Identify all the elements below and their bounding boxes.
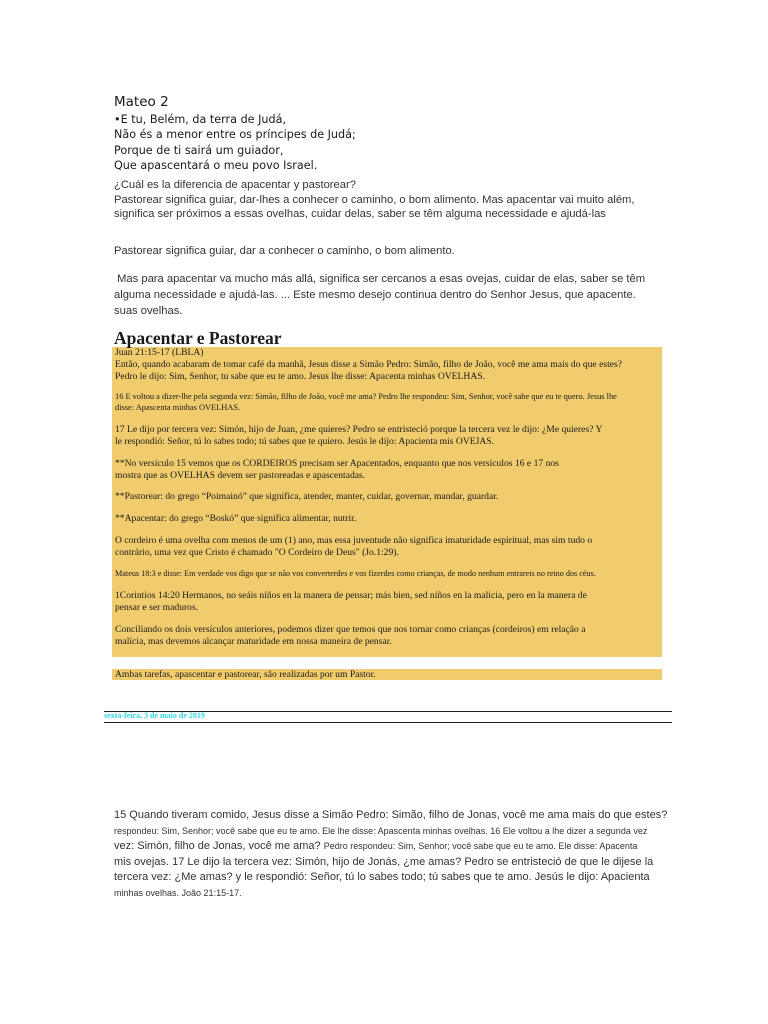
bottom-passage xyxy=(114,808,674,901)
corinthians-verse: pensar e ser maduros. xyxy=(115,602,199,613)
verse-17-line: le respondió: Señor, tú lo sabes todo; tú sabes que te quiero. Jesús le dijo: Apacienta mis OVEJAS. xyxy=(115,436,495,447)
note-cordeiros: mostra que as OVELHAS devem ser pastoreadas e apascentadas. xyxy=(115,470,366,481)
passage-line: respondeu: Sim, Senhor; você sabe que eu te amo. Ele lhe disse: Apascenta minhas ovelhas. 16 Ele voltou a lhe dizer a segunda vez xyxy=(114,825,648,836)
mateus-verse: Mateus 18:3 e disse: Em verdade vos digo que se não vos converterdes e vos fizerdes como crianças, de modo nenhum entrareis no reino dos céus. xyxy=(115,569,596,578)
passage-line: 15 Quando tiveram comido, Jesus disse a Simão Pedro: Simão, filho de Jonas, você me ama mais do que estes? xyxy=(114,809,668,821)
note-cordeiro: contrário, uma vez que Cristo é chamado "O Cordeiro de Deus" (Jo.1:29). xyxy=(115,547,399,558)
passage-line: minhas ovelhas. João 21:15-17. xyxy=(114,887,242,898)
page-title: Mateo 2 xyxy=(114,94,169,110)
question-paragraph xyxy=(114,178,714,222)
poem-line: Porque de ti sairá um guiador, xyxy=(114,143,284,157)
question-text: ¿Cuál es la diferencia de apacentar y pastorear? xyxy=(114,179,356,191)
verse-17-line: 17 Le dijo por tercera vez: Simón, hijo de Juan, ¿me quieres? Pedro se entristeció porque la tercera vez le dijo: ¿Me quieres? Y xyxy=(115,424,603,435)
poem-line: Que apascentará o meu povo Israel. xyxy=(114,158,318,172)
passage-line: tercera vez: ¿Me amas? y le respondió: Señor, tú lo sabes todo; tú sabes que te amo. Jesús le dijo: Apacienta xyxy=(114,871,650,883)
note-pastorear: **Pastorear: do grego “Poimainó” que significa, atender, manter, cuidar, governar, mandar, guardar. xyxy=(115,491,499,502)
note-cordeiros: **No versículo 15 vemos que os CORDEIROS precisam ser Apacentados, enquanto que nos versículos 16 e 17 nos xyxy=(115,458,559,469)
verse-15-line: Então, quando acabaram de tomar café da manhã, Jesus disse a Simão Pedro: Simão, filho de João, você me ama mais do que estes? xyxy=(115,359,622,370)
conclusion-text: Conciliando os dois versículos anteriores, podemos dizer que temos que nos tornar como crianças (cordeiros) em relação a xyxy=(115,624,586,635)
poem-line: Não és a menor entre os príncipes de Judá; xyxy=(114,128,356,142)
note-apacentar: **Apacentar: do grego “Boskó” que significa alimentar, nutrir. xyxy=(115,513,357,524)
paragraph-apacentar xyxy=(114,271,674,319)
verse-15-line: Pedro le dijo: Sim, Senhor, tu sabe que eu te amo. Jesus lhe disse: Apacenta minhas OVELHAS. xyxy=(115,371,485,382)
poem-line: •E tu, Belém, da terra de Judá, xyxy=(114,113,287,126)
poem-block xyxy=(114,112,356,173)
paragraph-pastorear: Pastorear significa guiar, dar a conhecer o caminho, o bom alimento. xyxy=(114,245,455,257)
verse-16-line: disse: Apascenta minhas OVELHAS. xyxy=(115,403,241,412)
passage-line xyxy=(114,839,674,855)
answer-line: significa ser próximos a essas ovelhas, cuidar delas, saber se têm alguma necessidade e ajudá-las xyxy=(114,208,606,220)
passage-line: mis ovejas. 17 Le dijo la tercera vez: Simón, hijo de Jonás, ¿me amas? Pedro se entristeció de que le dijese la xyxy=(114,855,654,868)
note-cordeiro: O cordeiro é uma ovelha com menos de um (1) ano, mas essa juventude não significa imaturidade espiritual, mas sim tudo o xyxy=(115,535,593,546)
paragraph-line: Mas para apacentar va mucho más allá, significa ser cercanos a esas ovejas, cuidar de elas, saber se têm xyxy=(114,273,646,285)
scripture-reference: Juan 21:15-17 (LBLA) xyxy=(115,347,204,358)
paragraph-line: alguma necessidade e ajudá-las. ... Este mesmo desejo continua dentro do Senhor Jesus, que apacente. xyxy=(114,289,636,301)
conclusion-text: malícia, mas devemos alcançar maturidade em nossa maneira de pensar. xyxy=(115,636,392,647)
passage-segment-small: Pedro respondeu: Sim, Senhor; você sabe que eu te amo. Ele disse: Apacenta xyxy=(323,841,638,851)
post-date: sexta-feira, 3 de maio de 2019 xyxy=(104,711,205,720)
section-heading: Apacentar e Pastorear xyxy=(114,328,282,348)
verse-16-line: 16 E voltou a dizer-lhe pela segunda vez: Simão, filho de João, você me ama? Pedro lhe respondeu: Sim, Senhor, você sabe que eu te quero. Jesus lhe xyxy=(115,392,617,401)
divider xyxy=(104,722,672,723)
answer-line: Pastorear significa guiar, dar-lhes a conhecer o caminho, o bom alimento. Mas apacentar vai muito além, xyxy=(114,193,635,206)
passage-segment: vez: Simón, filho de Jonas, você me ama? xyxy=(114,840,324,852)
corinthians-verse: 1Corintios 14:20 Hermanos, no seáis niños en la manera de pensar; más bien, sed niños en la malicia, pero en la manera de xyxy=(115,590,587,601)
paragraph-line: suas ovelhas. xyxy=(114,305,183,317)
final-statement: Ambas tarefas, apascentar e pastorear, são realizadas por um Pastor. xyxy=(115,669,376,680)
